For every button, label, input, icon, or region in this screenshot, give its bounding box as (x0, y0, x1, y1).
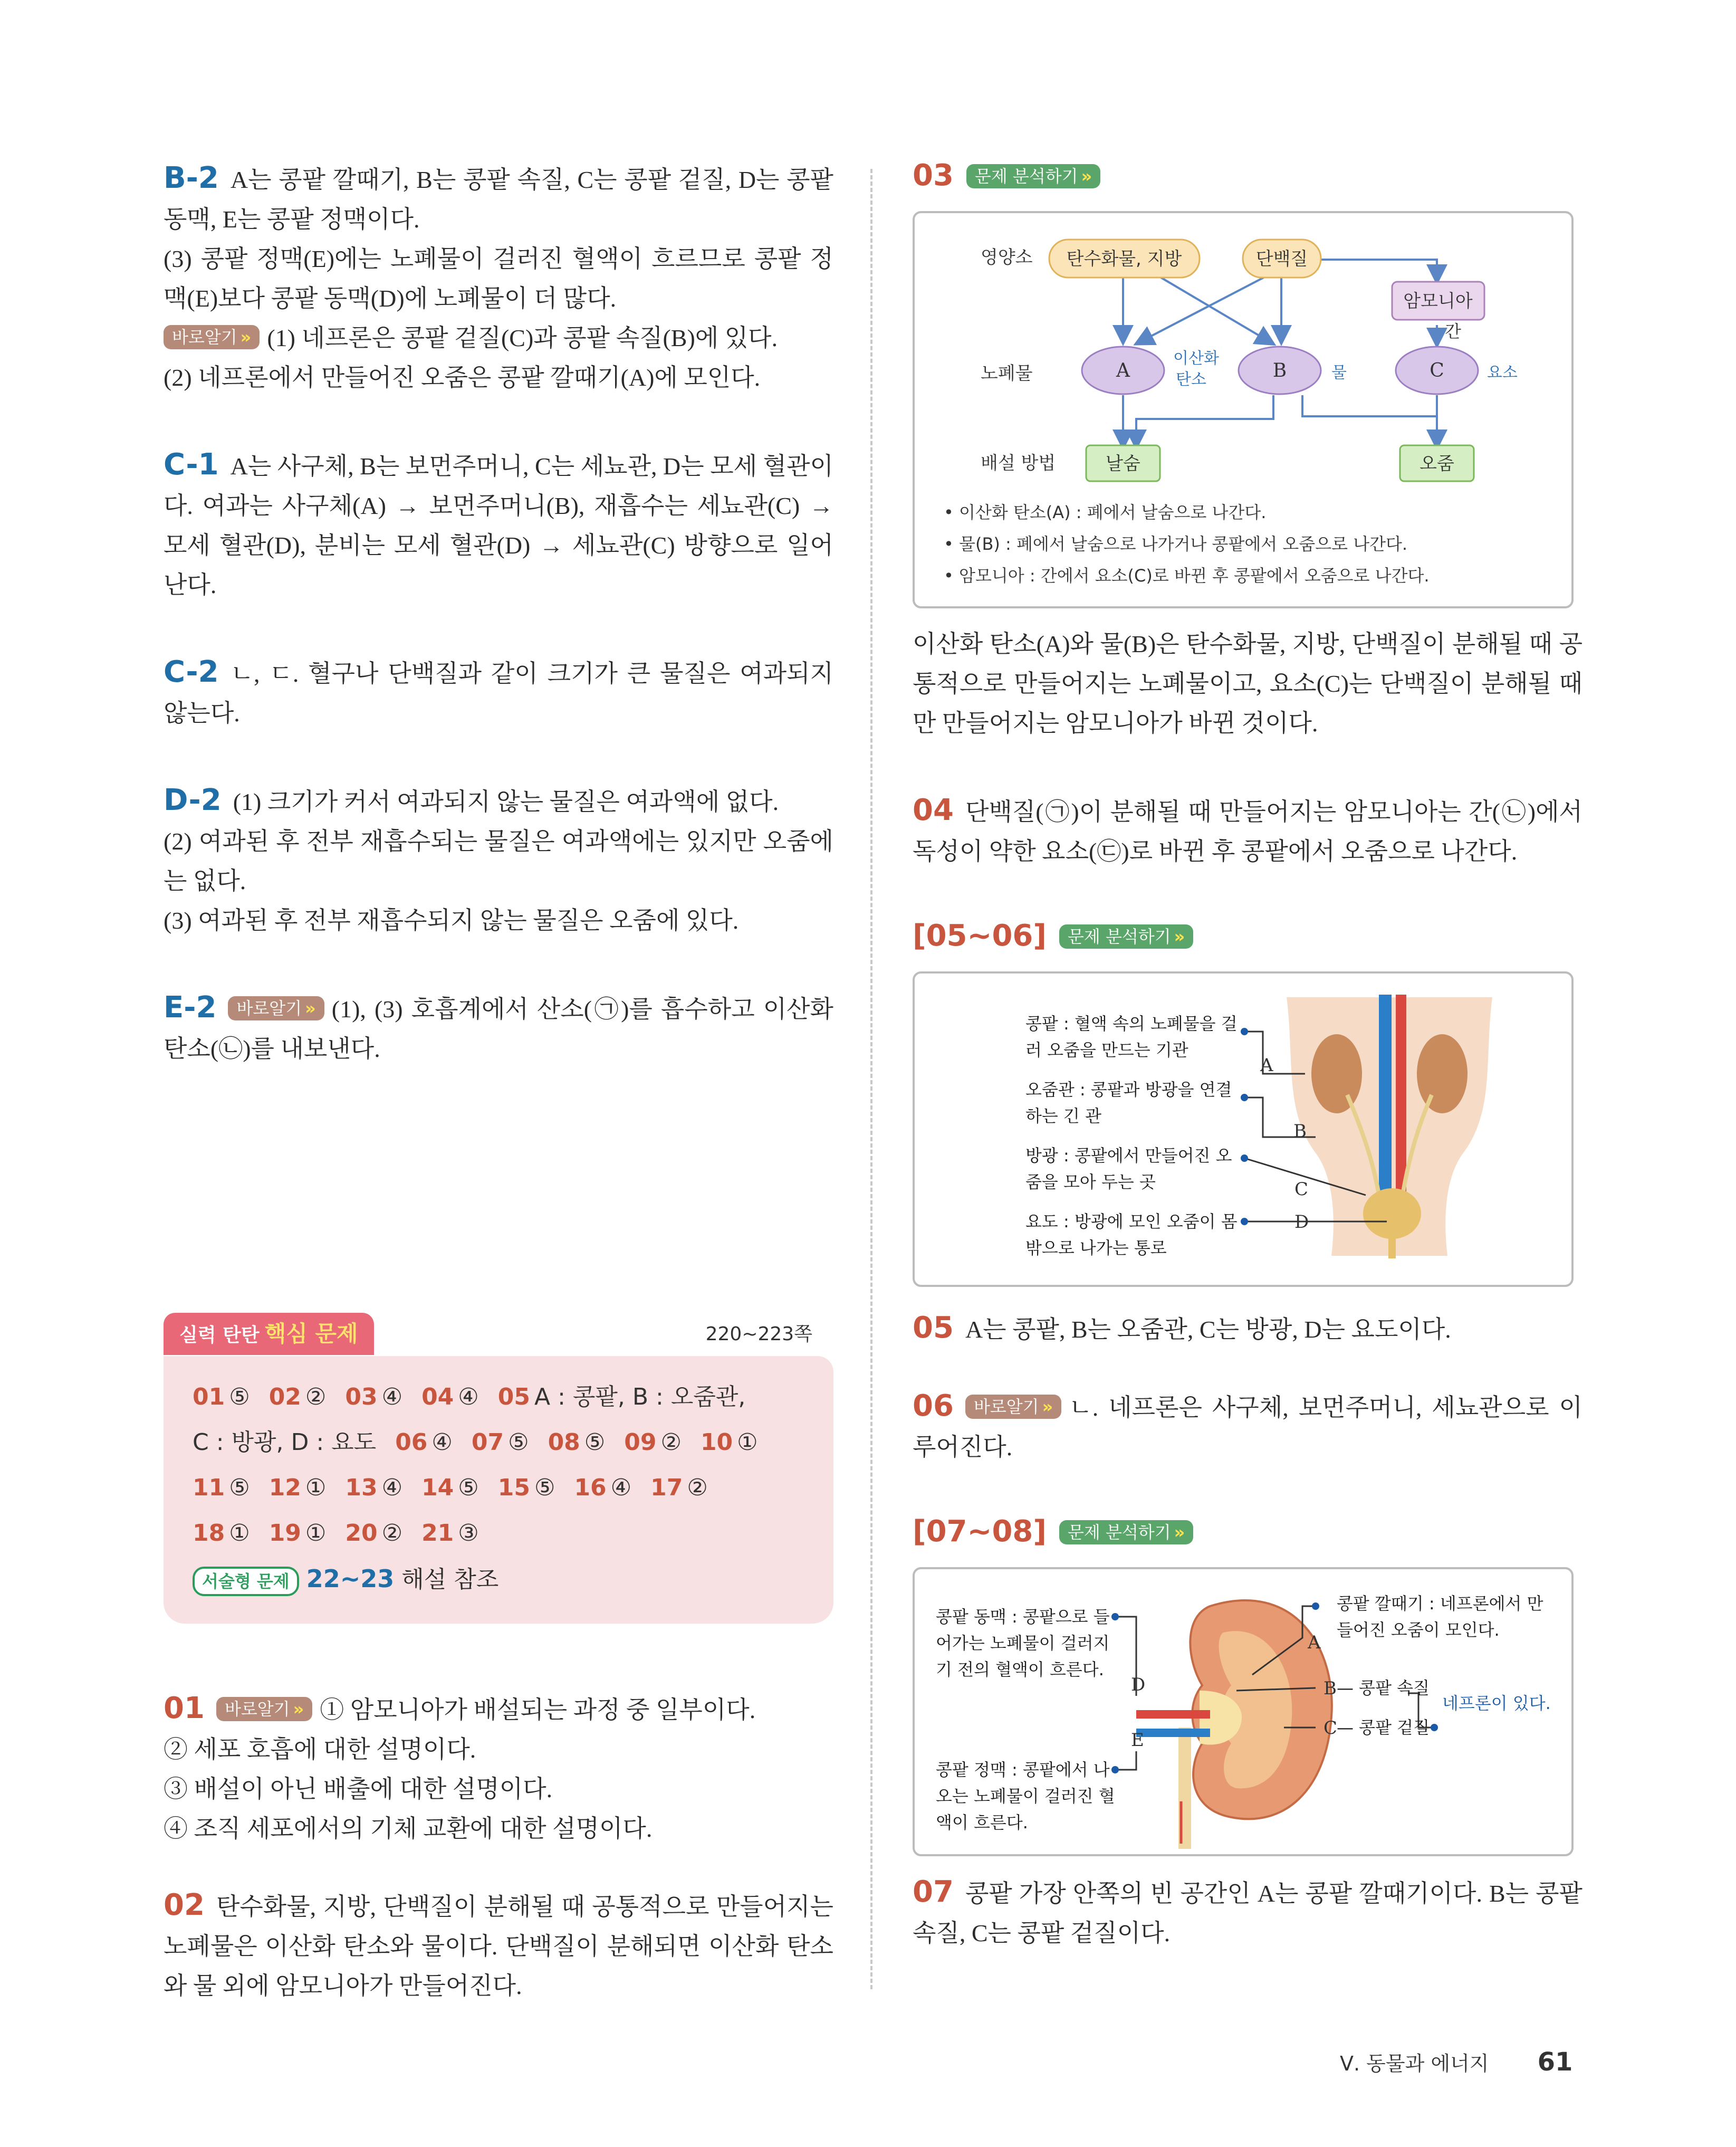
core-answer-row (193, 1465, 812, 1511)
answer-line: (1) 네프론은 콩팥 겉질(C)과 콩팥 속질(B)에 있다. (267, 325, 778, 351)
core-answer-number: 01 (193, 1383, 225, 1410)
letter-e: E (1131, 1730, 1144, 1751)
essay-numbers: 22~23 (306, 1564, 395, 1593)
waste-c: C (1430, 360, 1444, 381)
core-answer-box (164, 1356, 833, 1624)
answer-02 (164, 1885, 833, 2006)
core-answer-value: ⑤ (534, 1474, 555, 1501)
essay-text: 해설 참조 (401, 1566, 499, 1593)
answer-c1 (164, 445, 833, 605)
page-number: 61 (1537, 2047, 1573, 2077)
label-urethra: 요도 : 방광에 모인 오줌이 몸 밖으로 나가는 통로 (1025, 1211, 1238, 1258)
core-answer-value: ④ (610, 1474, 632, 1501)
row-label-waste: 노폐물 (981, 363, 1033, 384)
answer-text: A는 콩팥, B는 오줌관, C는 방광, D는 요도이다. (965, 1316, 1451, 1343)
question-number: B-2 (164, 161, 219, 195)
core-badge: 실력 탄탄 핵심 문제 (164, 1313, 374, 1355)
core-answer-value: ② (687, 1474, 708, 1501)
correction-tag: 바로알기 » (164, 325, 260, 349)
core-answer-value: ② (660, 1429, 682, 1456)
answer-d2 (164, 780, 833, 940)
core-answer-number: 02 (268, 1383, 301, 1410)
answer-text: 콩팥 가장 안쪽의 빈 공간인 A는 콩팥 깔때기이다. B는 콩팥 속질, C는 콩팥 겉질이다. (913, 1880, 1582, 1946)
answer-e2 (164, 988, 833, 1068)
question-number: 06 (913, 1389, 954, 1423)
label-nephron: 네프론이 있다. (1442, 1693, 1551, 1713)
letter-b: B (1323, 1678, 1337, 1699)
core-answer-value: ⑤ (508, 1429, 529, 1456)
core-answer-value: ④ (458, 1383, 479, 1410)
core-answer-number: 20 (345, 1520, 378, 1547)
analysis-tag: 문제 분석하기 » (966, 164, 1100, 188)
row-label-excretion: 배설 방법 (981, 453, 1056, 474)
answer-line: ③ 배설이 아닌 배출에 대한 설명이다. (164, 1776, 553, 1802)
question-number: E-2 (164, 990, 217, 1025)
core-answer-number: 04 (421, 1383, 454, 1410)
core-answer-number: 21 (421, 1520, 454, 1547)
answer-text: ㄴ, ㄷ. 혈구나 단백질과 같이 크기가 큰 물질은 여과되지 않는다. (164, 660, 833, 727)
core-answer-number: 16 (574, 1474, 607, 1501)
label-kidney: 콩팥 : 혈액 속의 노폐물을 걸러 오줌을 만드는 기관 (1025, 1014, 1238, 1060)
question-range: [07~08] (913, 1514, 1047, 1549)
letter-c: C (1294, 1179, 1309, 1200)
essay-tag: 서술형 문제 (193, 1567, 299, 1596)
core-answer-row (193, 1511, 812, 1556)
nutrient-carb-fat: 탄수화물, 지방 (1066, 249, 1182, 270)
question-number: C-1 (164, 447, 219, 482)
label-co2-line1: 이산화 (1173, 349, 1219, 368)
diagram-note: • 암모니아 : 간에서 요소(C)로 바뀐 후 콩팥에서 오줌으로 나간다. (944, 566, 1430, 586)
core-answer-value: ① (305, 1520, 327, 1547)
diagram-note: • 물(B) : 폐에서 날숨으로 나가거나 콩팥에서 오줌으로 나간다. (944, 534, 1408, 554)
answer-line: ① 암모니아가 배설되는 과정 중 일부이다. (320, 1696, 756, 1723)
diagram-note: • 이산화 탄소(A) : 폐에서 날숨으로 나간다. (944, 502, 1267, 522)
answer-text: 탄수화물, 지방, 단백질이 분해될 때 공통적으로 만들어지는 노폐물은 이산화 탄소와 물이다. 단백질이 분해되면 이산화 탄소와 물 외에 암모니아가 만들어진다. (164, 1893, 833, 1999)
kidney-structure-figure: A B C D E 콩팥 동맥 : 콩팥으로 들어가는 노폐물이 걸러지기 전의 혈액이 흐른다. 콩팥 정맥 : 콩팥에서 나오는 노폐물이 걸러진 혈액이 흐른다. 콩팥 깔때기 : 네프론에서 만들어진 오줌이 모인다. — 콩팥 속질 — 콩팥 겉질 네프론이 있다. (913, 1567, 1574, 1856)
chapter-title: Ⅴ. 동물과 에너지 (1340, 2052, 1489, 2075)
core-answer-rows (193, 1375, 812, 1556)
core-answer-number: 19 (268, 1520, 301, 1547)
waste-diagram-box (913, 211, 1574, 608)
core-answer-number: 13 (345, 1474, 378, 1501)
core-answer-value: C : 방광, D : 요도 (193, 1429, 377, 1456)
core-answer-value: ① (229, 1520, 250, 1547)
ammonia-box: 암모니아 (1403, 291, 1473, 312)
answer-text: 단백질(㉠)이 분해될 때 만들어지는 암모니아는 간(㉡)에서 독성이 약한 요소(㉢)로 바뀐 후 콩팥에서 오줌으로 나간다. (913, 798, 1582, 865)
excretion-urine: 오줌 (1420, 453, 1454, 474)
core-answer-value: ② (305, 1383, 327, 1410)
label-water: 물 (1331, 364, 1347, 382)
core-answer-value: ④ (381, 1383, 403, 1410)
label-renal-artery: 콩팥 동맥 : 콩팥으로 들어가는 노폐물이 걸러지기 전의 혈액이 흐른다. (936, 1607, 1110, 1680)
question-number: D-2 (164, 783, 222, 817)
answer-04 (913, 790, 1582, 871)
correction-tag: 바로알기 » (228, 996, 324, 1020)
core-answer-number: 15 (497, 1474, 530, 1501)
label-renal-vein: 콩팥 정맥 : 콩팥에서 나오는 노폐물이 걸러진 혈액이 흐른다. (936, 1760, 1115, 1833)
answer-05 (913, 1308, 1582, 1349)
core-answer-number: 09 (624, 1429, 657, 1456)
core-problems-panel (164, 1309, 833, 1624)
letter-d: D (1131, 1674, 1146, 1695)
answer-line: ② 세포 호흡에 대한 설명이다. (164, 1736, 476, 1763)
core-answer-number: 08 (548, 1429, 580, 1456)
analysis-tag: 문제 분석하기 » (1059, 924, 1193, 949)
core-answer-value: ⑤ (229, 1383, 250, 1410)
nutrient-protein: 단백질 (1255, 249, 1308, 270)
core-answer-number: 10 (700, 1429, 733, 1456)
correction-tag: 바로알기 » (216, 1697, 312, 1721)
core-answer-number: 17 (650, 1474, 683, 1501)
right-column (913, 158, 1582, 1953)
liver-label: 간 (1445, 321, 1461, 341)
question-range: [05~06] (913, 919, 1047, 953)
core-answer-number: 11 (193, 1474, 225, 1501)
question-number: C-2 (164, 655, 219, 689)
answer-line: (2) 여과된 후 전부 재흡수되는 물질은 여과액에는 있지만 오줌에는 없다. (164, 828, 833, 894)
answer-text: ㄴ. 네프론은 사구체, 보먼주머니, 세뇨관으로 이루어진다. (913, 1394, 1582, 1461)
label-renal-pelvis: 콩팥 깔때기 : 네프론에서 만들어진 오줌이 모인다. (1337, 1593, 1543, 1640)
answer-03-header (913, 158, 1582, 195)
core-answer-value: ① (737, 1429, 758, 1456)
answer-line: (2) 네프론에서 만들어진 오줌은 콩팥 깔때기(A)에 모인다. (164, 364, 761, 391)
core-answer-value: ⑤ (584, 1429, 606, 1456)
core-answer-value: A : 콩팥, B : 오줌관, (534, 1383, 746, 1410)
label-urea: 요소 (1487, 364, 1518, 382)
answer-line: (1) 크기가 커서 여과되지 않는 물질은 여과액에 없다. (233, 788, 779, 815)
analysis-tag: 문제 분석하기 » (1059, 1520, 1193, 1544)
letter-b: B (1293, 1121, 1307, 1142)
question-number: 04 (913, 793, 954, 827)
core-answer-number: 03 (345, 1383, 378, 1410)
waste-b: B (1272, 360, 1287, 381)
answer-text: 이산화 탄소(A)와 물(B)은 탄수화물, 지방, 단백질이 분해될 때 공통적으로 만들어지는 노폐물이고, 요소(C)는 단백질이 분해될 때만 만들어지는 암모니아가 바뀐 것이다. (913, 631, 1582, 737)
answer-text: A는 콩팥 깔때기, B는 콩팥 속질, C는 콩팥 겉질, D는 콩팥 동맥, E는 콩팥 정맥이다. (164, 166, 833, 233)
answer-0708-header (913, 1514, 1582, 1551)
left-column (164, 158, 833, 1999)
label-co2-line2: 탄소 (1176, 370, 1206, 389)
core-answer-value: ⑤ (458, 1474, 479, 1501)
answer-06 (913, 1386, 1582, 1467)
answer-01 (164, 1688, 833, 1848)
letter-d: D (1294, 1211, 1309, 1233)
answer-03 (913, 624, 1582, 743)
core-answer-number: 05 (497, 1383, 530, 1410)
label-cortex: 콩팥 겉질 (1359, 1717, 1430, 1738)
answer-0506-header (913, 919, 1582, 956)
label-medulla: 콩팥 속질 (1359, 1678, 1430, 1698)
core-answer-number: 18 (193, 1520, 225, 1547)
waste-a: A (1116, 360, 1130, 381)
core-answer-value: ⑤ (229, 1474, 250, 1501)
answer-text: (1), (3) 호흡계에서 산소(㉠)를 흡수하고 이산화 탄소(㉡)를 내보낸다. (164, 996, 833, 1062)
answer-07 (913, 1872, 1582, 1953)
core-answer-number: 07 (471, 1429, 504, 1456)
question-number: 05 (913, 1311, 954, 1345)
core-answer-value: ④ (381, 1474, 403, 1501)
column-divider (870, 169, 872, 1989)
correction-tag: 바로알기 » (965, 1395, 1061, 1419)
letter-a: A (1260, 1055, 1273, 1076)
letter-a: A (1308, 1632, 1321, 1653)
core-answer-number: 06 (395, 1429, 428, 1456)
answer-text: A는 사구체, B는 보먼주머니, C는 세뇨관, D는 모세 혈관이다. 여과는 사구체(A) → 보먼주머니(B), 재흡수는 세뇨관(C) → 모세 혈관(D), 분비는 모세 혈관(D) → 세뇨관(C) 방향으로 일어난다. (164, 453, 833, 598)
row-label-nutrient: 영양소 (981, 247, 1033, 268)
core-answer-number: 12 (268, 1474, 301, 1501)
core-answer-value: ① (305, 1474, 327, 1501)
core-answer-number: 14 (421, 1474, 454, 1501)
core-answer-row (193, 1420, 812, 1465)
answer-b2 (164, 158, 833, 397)
answer-line: ④ 조직 세포에서의 기체 교환에 대한 설명이다. (164, 1815, 653, 1842)
question-number: 07 (913, 1875, 954, 1909)
urinary-system-figure (913, 971, 1574, 1287)
core-pages: 220~223쪽 (705, 1323, 812, 1345)
excretion-breath: 날숨 (1106, 453, 1140, 474)
core-answer-row (193, 1375, 812, 1420)
answer-line: (3) 콩팥 정맥(E)에는 노폐물이 걸러진 혈액이 흐르므로 콩팥 정맥(E)보다 콩팥 동맥(D)에 노폐물이 더 많다. (164, 245, 833, 312)
core-answer-value: ③ (458, 1520, 479, 1547)
label-ureter: 오줌관 : 콩팥과 방광을 연결하는 긴 관 (1025, 1080, 1232, 1126)
question-number: 01 (164, 1691, 205, 1725)
waste-diagram (915, 213, 1571, 606)
question-number: 03 (913, 158, 954, 193)
core-answer-value: ④ (431, 1429, 453, 1456)
core-answer-value: ② (381, 1520, 403, 1547)
answer-line: (3) 여과된 후 전부 재흡수되지 않는 물질은 오줌에 있다. (164, 907, 739, 934)
question-number: 02 (164, 1888, 205, 1922)
letter-c: C (1323, 1717, 1338, 1739)
answer-c2 (164, 652, 833, 733)
page-footer (1340, 2047, 1572, 2077)
label-bladder: 방광 : 콩팥에서 만들어진 오줌을 모아 두는 곳 (1025, 1146, 1232, 1192)
